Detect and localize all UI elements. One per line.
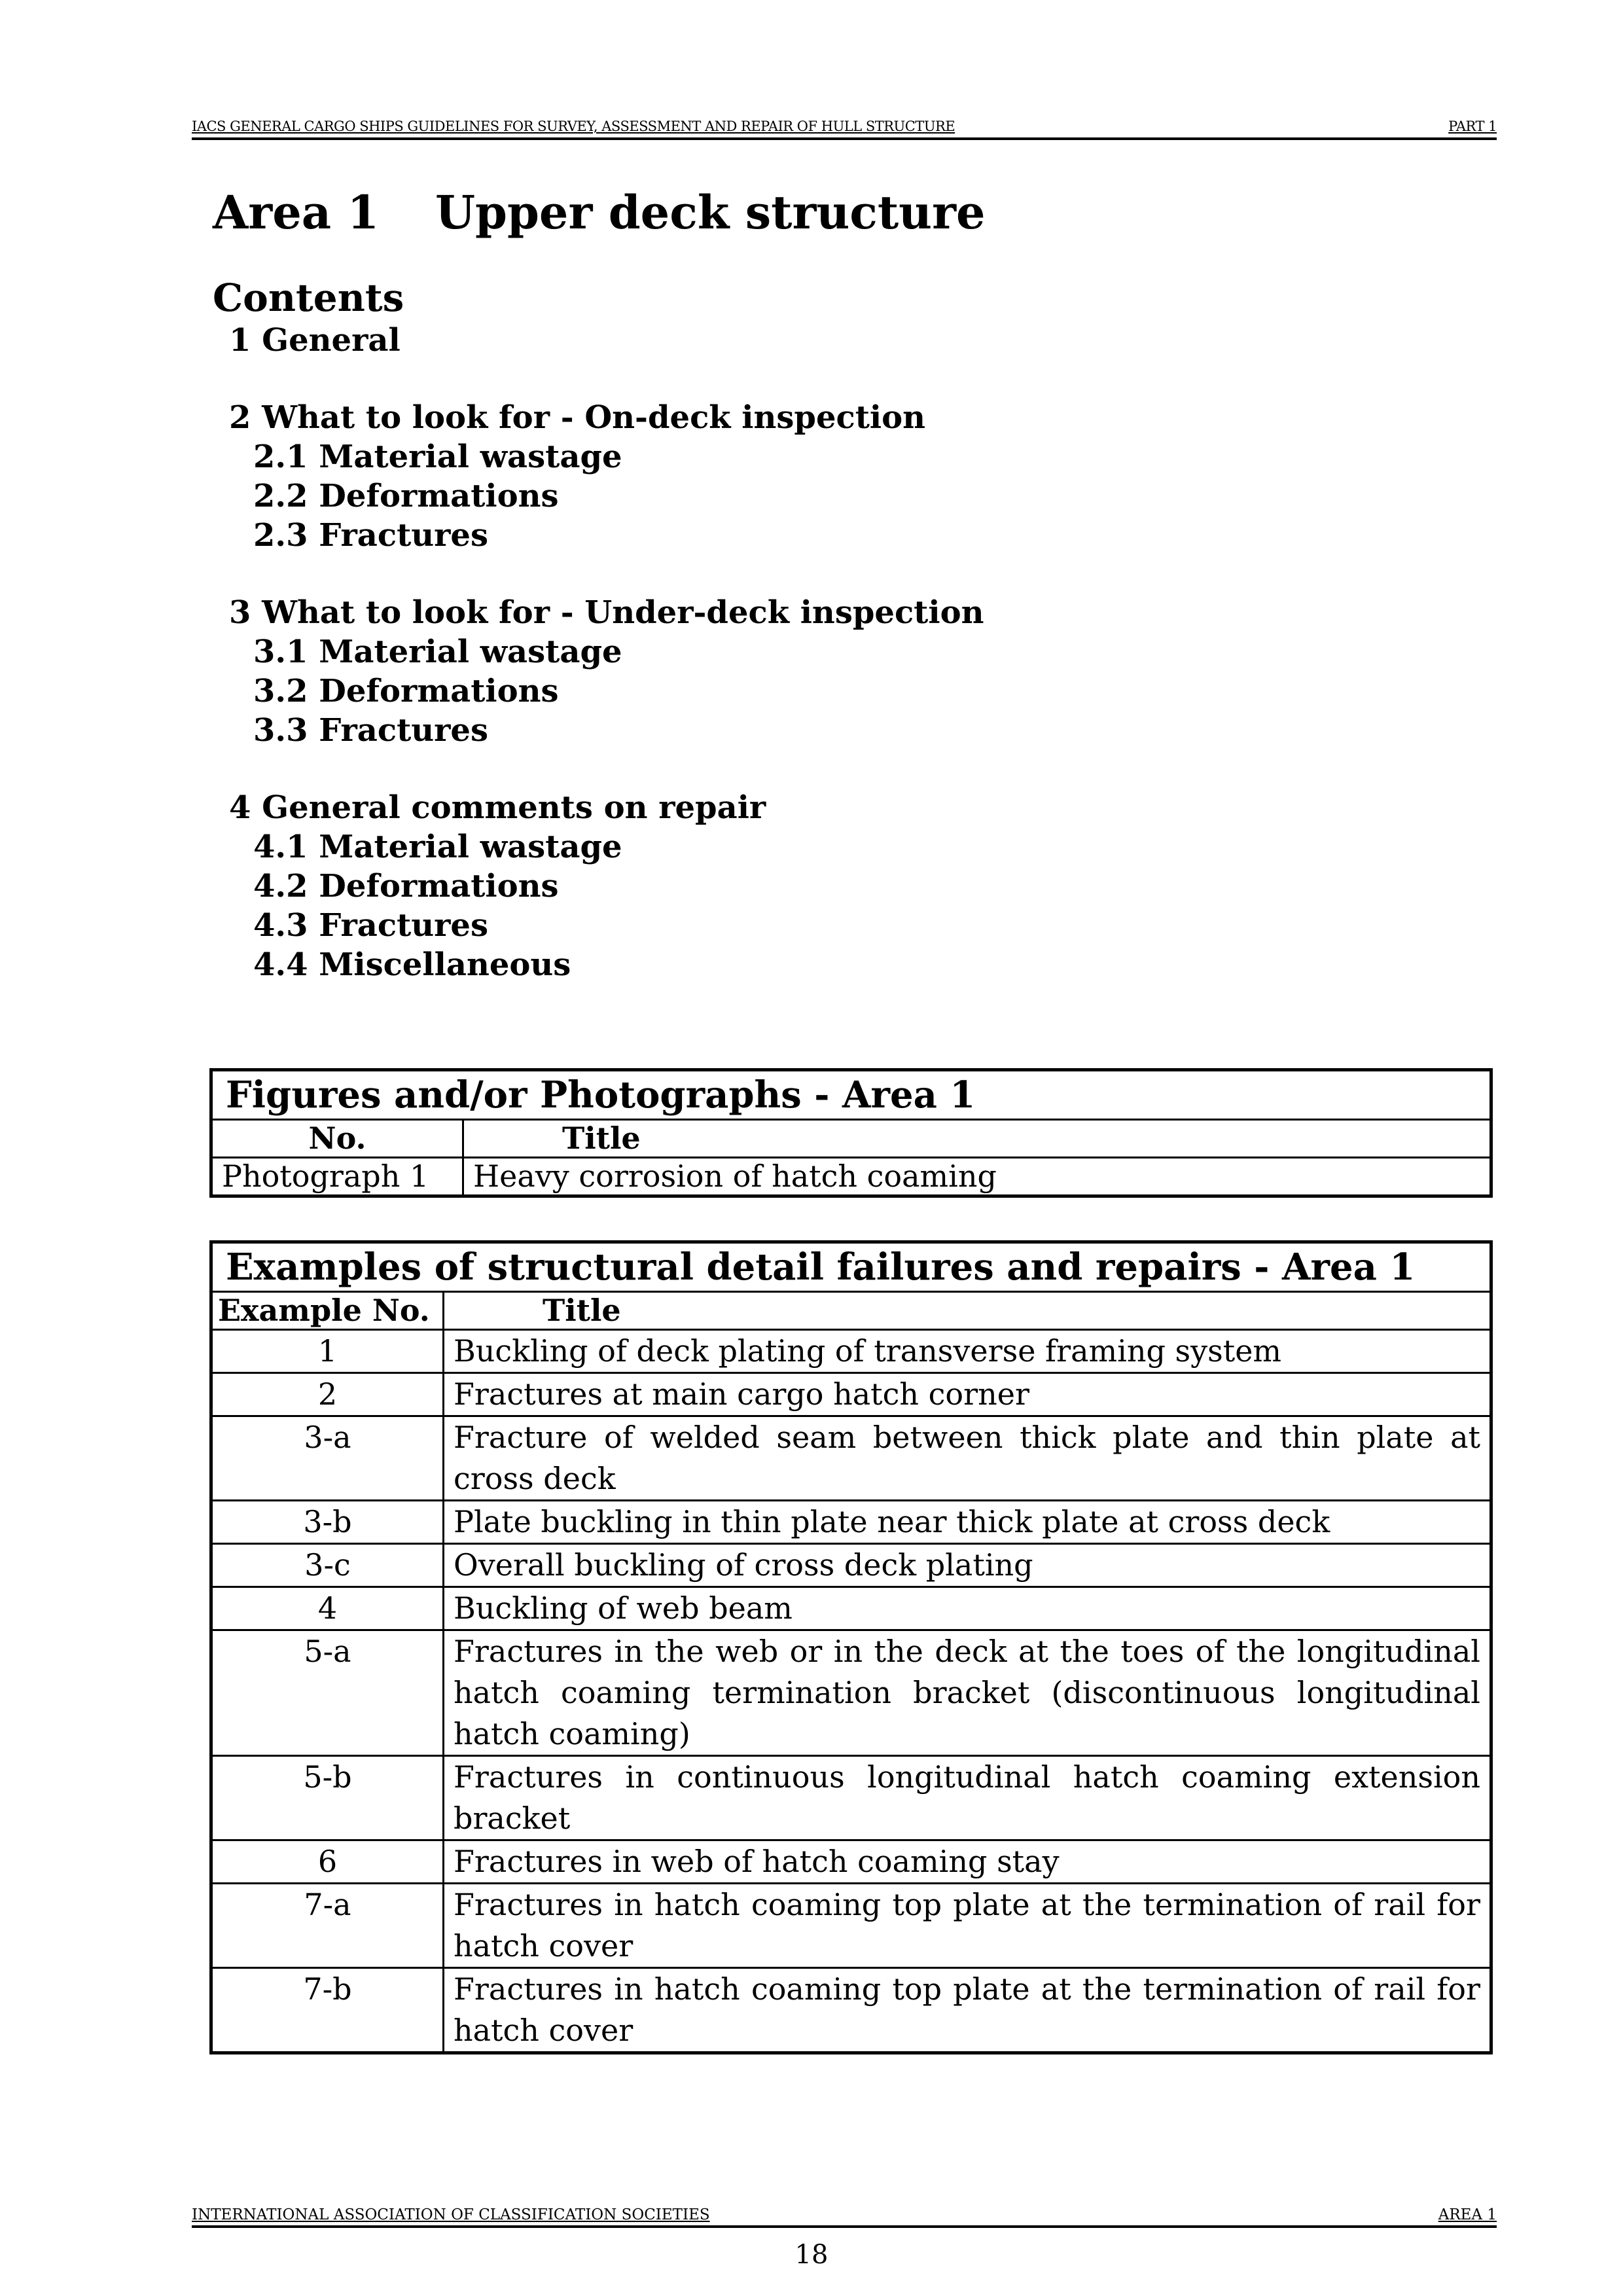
column-header-title: Title: [444, 1292, 1491, 1330]
table-row: [211, 1840, 1491, 1884]
example-title: Fractures at main cargo hatch corner: [444, 1373, 1491, 1416]
toc-item: 2.3 Fractures: [253, 517, 488, 554]
table-row: [211, 1968, 1491, 2053]
table-row: [211, 1884, 1491, 1968]
example-title: Fractures in the web or in the deck at the toes of the longitudinal hatch coaming termination bracket (discontinuous longitudinal hatch coaming): [444, 1630, 1491, 1756]
table-row: [211, 1330, 1491, 1373]
column-header-title: Title: [463, 1120, 1491, 1158]
table-row: [211, 1630, 1491, 1756]
table-of-contents: [229, 321, 1407, 984]
photo-number: Photograph 1: [211, 1158, 463, 1196]
example-number: 3-b: [211, 1501, 444, 1544]
toc-item: 3.2 Deformations: [253, 673, 559, 709]
page-number: 18: [794, 2240, 829, 2270]
table-row: [211, 1416, 1491, 1501]
example-title: Plate buckling in thin plate near thick plate at cross deck: [444, 1501, 1491, 1544]
column-header-example-no: Example No.: [211, 1292, 444, 1330]
example-number: 7-b: [211, 1968, 444, 2053]
toc-item: 2.1 Material wastage: [253, 439, 622, 475]
example-number: 6: [211, 1840, 444, 1884]
example-number: 3-c: [211, 1544, 444, 1587]
example-title: Overall buckling of cross deck plating: [444, 1544, 1491, 1587]
toc-section: 4 General comments on repair: [229, 789, 766, 826]
part-label: PART 1: [1448, 118, 1497, 134]
example-number: 3-a: [211, 1416, 444, 1501]
examples-table: [209, 1240, 1493, 2054]
toc-item: 4.3 Fractures: [253, 907, 488, 944]
column-header-no: No.: [211, 1120, 463, 1158]
example-title: Fractures in web of hatch coaming stay: [444, 1840, 1491, 1884]
toc-item: 3.3 Fractures: [253, 712, 488, 749]
table-row: [211, 1544, 1491, 1587]
toc-item: 4.4 Miscellaneous: [253, 946, 571, 983]
example-number: 2: [211, 1373, 444, 1416]
example-number: 7-a: [211, 1884, 444, 1968]
example-number: 5-b: [211, 1756, 444, 1840]
contents-heading: Contents: [213, 276, 404, 320]
running-footer: [192, 2206, 1497, 2228]
example-number: 1: [211, 1330, 444, 1373]
toc-item: 2.2 Deformations: [253, 478, 559, 514]
table-row: [211, 1373, 1491, 1416]
toc-section: 1 General: [229, 322, 401, 359]
area-number: Area 1: [213, 185, 380, 240]
running-title: IACS GENERAL CARGO SHIPS GUIDELINES FOR SURVEY, ASSESSMENT AND REPAIR OF HULL STRUCTURE: [192, 118, 955, 134]
table-row: [211, 1587, 1491, 1630]
table-row: [211, 1756, 1491, 1840]
example-number: 5-a: [211, 1630, 444, 1756]
example-title: Fractures in hatch coaming top plate at the termination of rail for hatch cover: [444, 1884, 1491, 1968]
toc-item: 4.1 Material wastage: [253, 829, 622, 865]
example-title: Fracture of welded seam between thick plate and thin plate at cross deck: [444, 1416, 1491, 1501]
footer-organization: INTERNATIONAL ASSOCIATION OF CLASSIFICATION SOCIETIES: [192, 2206, 710, 2223]
example-title: Fractures in continuous longitudinal hatch coaming extension bracket: [444, 1756, 1491, 1840]
figures-table-caption: Figures and/or Photographs - Area 1: [211, 1070, 1491, 1120]
example-number: 4: [211, 1587, 444, 1630]
table-row: [211, 1158, 1491, 1196]
example-title: Buckling of web beam: [444, 1587, 1491, 1630]
example-title: Buckling of deck plating of transverse framing system: [444, 1330, 1491, 1373]
example-title: Fractures in hatch coaming top plate at the termination of rail for hatch cover: [444, 1968, 1491, 2053]
examples-table-caption: Examples of structural detail failures and repairs - Area 1: [211, 1242, 1491, 1292]
toc-item: 4.2 Deformations: [253, 868, 559, 905]
toc-section: 2 What to look for - On-deck inspection: [229, 399, 926, 436]
toc-item: 3.1 Material wastage: [253, 634, 622, 670]
toc-section: 3 What to look for - Under-deck inspection: [229, 594, 984, 631]
figures-table: [209, 1068, 1493, 1198]
table-row: [211, 1501, 1491, 1544]
footer-area: AREA 1: [1438, 2206, 1497, 2223]
area-name: Upper deck structure: [435, 185, 986, 240]
running-header: [192, 118, 1497, 140]
photo-title: Heavy corrosion of hatch coaming: [463, 1158, 1491, 1196]
